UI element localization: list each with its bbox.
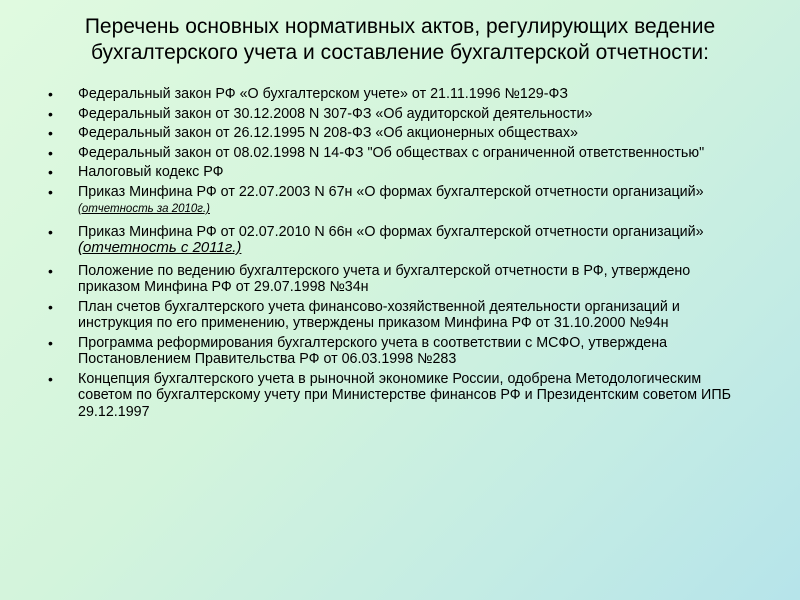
bullet-icon: • [48, 370, 53, 387]
slide-title [40, 14, 760, 66]
list-item-text: Налоговый кодекс РФ [78, 164, 224, 180]
list-item-text: Концепция бухгалтерского учета в рыночной экономике России, одобрена Методологическим советом по бухгалтерскому учету при Министерстве финансов РФ и Президентским советом ИПБ 29.12.1997 [78, 370, 731, 420]
bullet-icon: • [48, 86, 53, 102]
list-item-text: Положение по ведению бухгалтерского учета и бухгалтерской отчетности в РФ, утверждено приказом Минфина РФ от 29.07.1998 №34н [78, 262, 691, 295]
list-item-order-67n [48, 184, 753, 218]
bullet-icon: • [48, 183, 53, 200]
list-item-ifrs-reform-program [48, 335, 753, 368]
list-item-chart-of-accounts-94n [48, 299, 753, 332]
list-item-text: Федеральный закон от 08.02.1998 N 14-ФЗ "Об обществах с ограниченной ответственностью" [78, 144, 705, 161]
list-item-text: Федеральный закон РФ «О бухгалтерском учете» от 21.11.1996 №129-ФЗ [78, 86, 569, 102]
list-item-federal-law-208 [48, 125, 753, 142]
list-item-tax-code [48, 164, 753, 181]
bullet-icon: • [48, 125, 53, 141]
bullet-icon: • [48, 144, 53, 161]
bullet-icon: • [48, 334, 53, 351]
list-item-text: Федеральный закон от 30.12.2008 N 307-ФЗ «Об аудиторской деятельности» [78, 105, 593, 122]
reporting-2011-link[interactable]: (отчетность с 2011г.) [78, 239, 242, 256]
list-item-text: Приказ Минфина РФ от 22.07.2003 N 67н «О формах бухгалтерской отчетности организаций» [78, 183, 704, 200]
legal-acts-list [48, 86, 753, 423]
title-line-2: бухгалтерского учета и составление бухгалтерской отчетности: [90, 41, 709, 64]
list-item-accounting-regulation-34n [48, 263, 753, 296]
bullet-icon: • [48, 105, 53, 122]
reporting-2010-link[interactable]: (отчетность за 2010г.) [78, 203, 210, 215]
bullet-icon: • [48, 164, 53, 180]
bullet-icon: • [48, 262, 53, 279]
list-item-text: Федеральный закон от 26.12.1995 N 208-ФЗ «Об акционерных обществах» [78, 125, 578, 141]
list-item-federal-law-307 [48, 106, 753, 123]
bullet-icon: • [48, 298, 53, 315]
list-item-order-66n [48, 224, 753, 257]
list-item-accounting-concept [48, 371, 753, 421]
bullet-icon: • [48, 223, 53, 240]
list-item-federal-law-129 [48, 86, 753, 103]
list-item-text: Программа реформирования бухгалтерского учета в соответствии с МСФО, утверждена Постановлением Правительства РФ от 06.03.1998 №283 [78, 334, 668, 367]
list-item-federal-law-14 [48, 145, 753, 162]
title-line-1: Перечень основных нормативных актов, регулирующих ведение [84, 15, 716, 38]
list-item-text: Приказ Минфина РФ от 02.07.2010 N 66н «О формах бухгалтерской отчетности организаций» [78, 223, 704, 240]
list-item-text: План счетов бухгалтерского учета финансово-хозяйственной деятельности организаций и инструкция по его применению, утверждены приказом Минфина РФ от 31.10.2000 №94н [78, 298, 680, 331]
